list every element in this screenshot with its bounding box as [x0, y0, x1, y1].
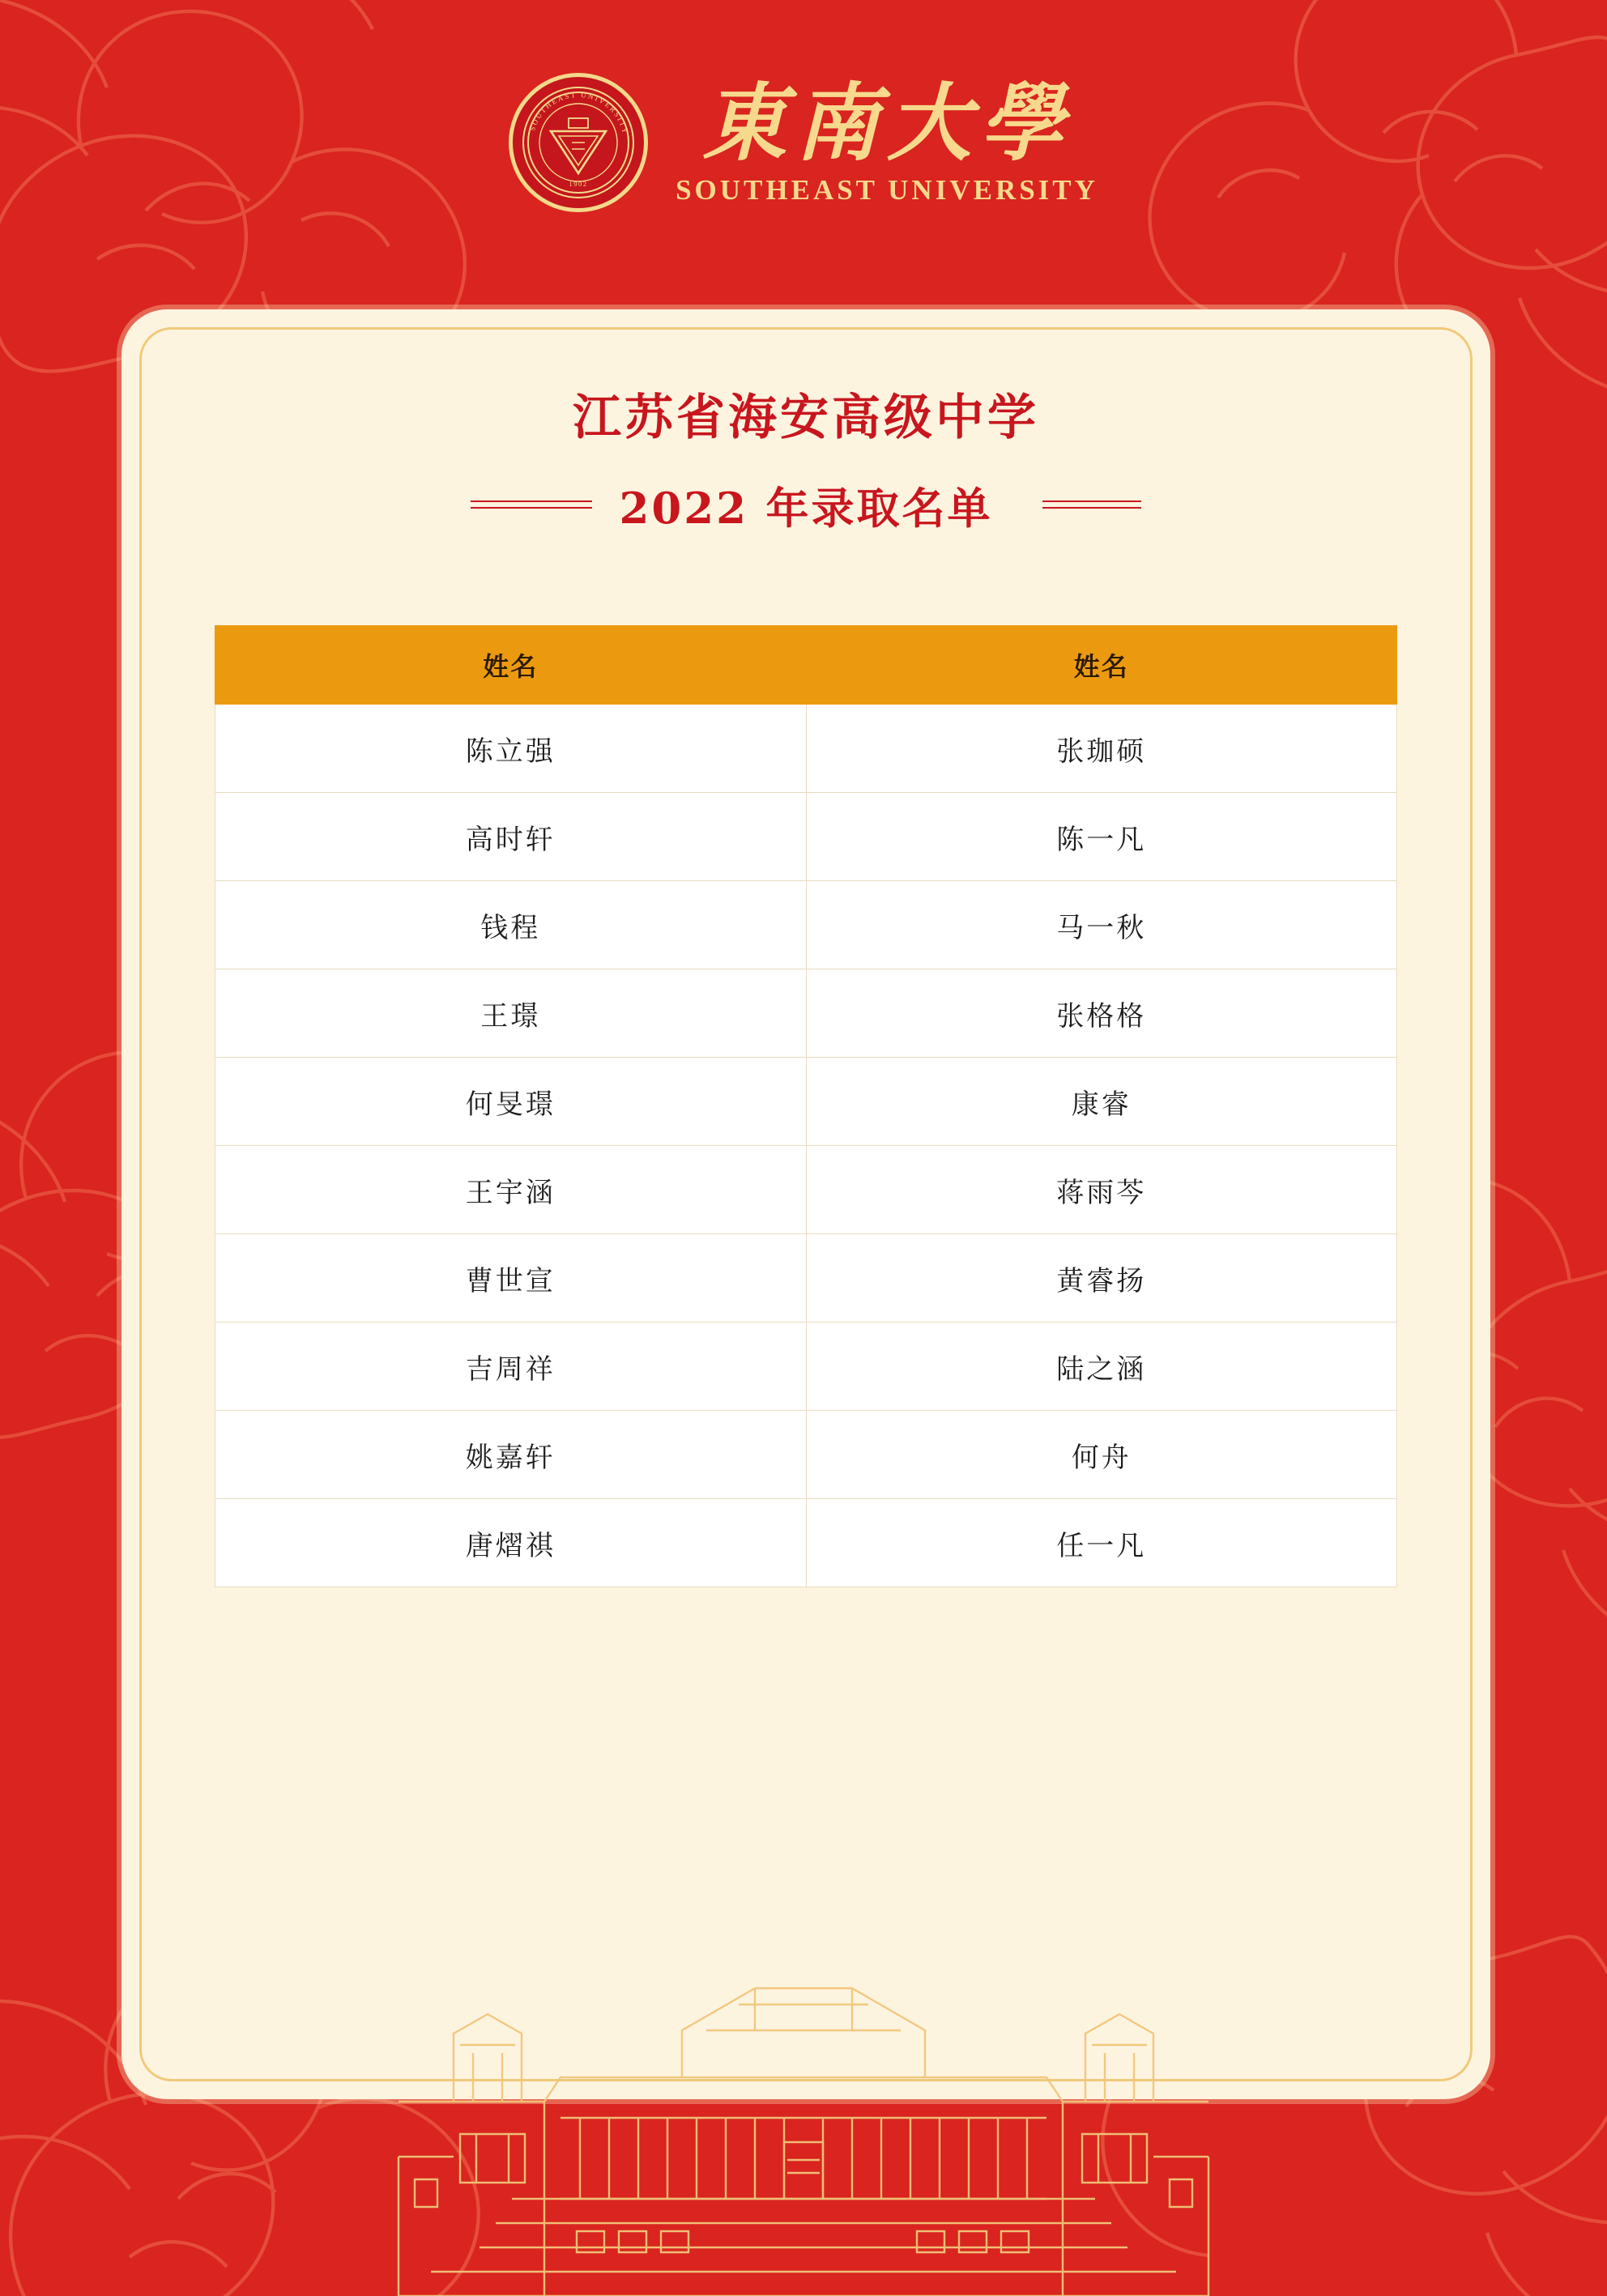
seal-emblem-icon [522, 86, 635, 199]
name-cell: 王璟 [215, 969, 807, 1058]
university-name-cn: 東南大學 [701, 73, 1072, 173]
table-row [215, 1234, 1397, 1323]
name-cell: 何旻璟 [215, 1058, 807, 1146]
name-cell: 张珈硕 [806, 705, 1397, 793]
table-row [215, 969, 1397, 1058]
name-cell: 张格格 [806, 969, 1397, 1058]
name-cell: 姚嘉轩 [215, 1411, 807, 1499]
name-cell: 何舟 [806, 1411, 1397, 1499]
table-row [215, 793, 1397, 881]
subtitle-row [186, 475, 1426, 536]
svg-text:SOUTHEAST UNIVERSITY: SOUTHEAST UNIVERSITY [528, 90, 630, 136]
table-row [215, 1146, 1397, 1234]
university-brand-header [0, 73, 1607, 212]
name-cell: 唐熠祺 [215, 1499, 807, 1587]
name-cell: 陈一凡 [806, 793, 1397, 881]
table-row [215, 1323, 1397, 1411]
table-row [215, 705, 1397, 793]
page-title: 江苏省海安高级中学 [573, 390, 1039, 446]
table-row [215, 1058, 1397, 1146]
name-cell: 曹世宣 [215, 1234, 807, 1323]
rule-right-icon [1020, 500, 1141, 511]
name-cell: 陈立强 [215, 705, 807, 793]
table-header-row [215, 626, 1397, 705]
page-subtitle: 2022 年录取名单 [619, 483, 993, 534]
column-header-name-right: 姓名 [806, 626, 1397, 705]
rule-left-icon [471, 500, 592, 511]
name-cell: 康睿 [806, 1058, 1397, 1146]
column-header-name-left: 姓名 [215, 626, 807, 705]
table-row [215, 881, 1397, 969]
svg-text:1902: 1902 [569, 180, 588, 188]
name-cell: 陆之涵 [806, 1323, 1397, 1411]
table-row [215, 1499, 1397, 1587]
university-seal-icon [509, 73, 648, 212]
name-cell: 钱程 [215, 881, 807, 969]
name-cell: 任一凡 [806, 1499, 1397, 1587]
name-cell: 高时轩 [215, 793, 807, 881]
content-card [121, 309, 1490, 2099]
university-wordmark [676, 73, 1098, 206]
name-cell: 黄睿扬 [806, 1234, 1397, 1323]
name-cell: 马一秋 [806, 881, 1397, 969]
name-cell: 蒋雨芩 [806, 1146, 1397, 1234]
card-content [121, 309, 1490, 2099]
table-row [215, 1411, 1397, 1499]
name-cell: 吉周祥 [215, 1323, 807, 1411]
university-name-en: SOUTHEAST UNIVERSITY [676, 173, 1098, 206]
table-body [215, 705, 1397, 1587]
admitted-names-table [215, 625, 1397, 1587]
name-cell: 王宇涵 [215, 1146, 807, 1234]
